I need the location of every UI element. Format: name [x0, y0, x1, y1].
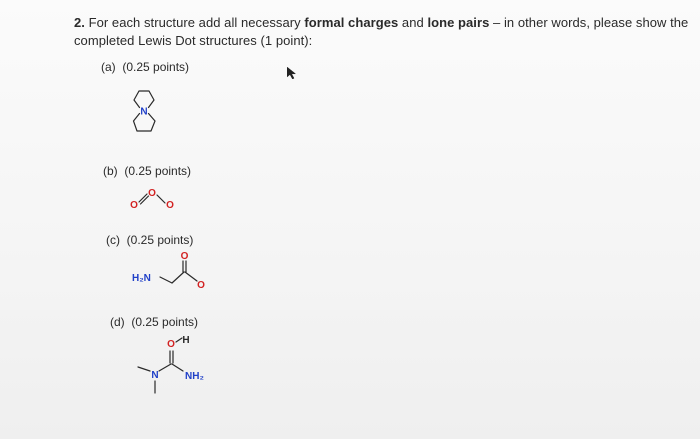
part-c-letter: (c) — [106, 233, 120, 247]
part-d-label — [110, 315, 198, 329]
molecule-c-bond-n-c — [160, 277, 172, 283]
part-a-letter: (a) — [101, 60, 116, 74]
molecule-a-nitrogen: N — [140, 106, 148, 118]
molecule-b-ozone — [128, 183, 178, 211]
molecule-c-glycinate — [130, 250, 220, 294]
molecule-d-hydrogen: H — [182, 335, 190, 346]
mouse-pointer-icon — [287, 67, 297, 79]
molecule-c-bond-c-o — [185, 272, 197, 281]
molecule-b-oxygen-left: O — [130, 200, 138, 211]
molecule-c-oxygen-alkoxide: O — [197, 280, 205, 291]
part-d-points: (0.25 points) — [131, 315, 199, 329]
molecule-d-amine: NH₂ — [185, 371, 204, 382]
molecule-d-methyl-left — [138, 367, 150, 371]
question-text-part-3: – in other words, please show the completed Lewis Dot structures (1 point): — [74, 15, 689, 48]
part-a-label — [101, 60, 189, 74]
part-b-points: (0.25 points) — [124, 164, 192, 178]
part-c-label — [106, 233, 193, 247]
molecule-c-amine: H₂N — [132, 273, 151, 284]
question-number: 2. — [74, 15, 85, 30]
molecule-d-nitrogen: N — [151, 370, 159, 381]
molecule-d-bond-c-n — [159, 364, 171, 371]
question-text — [74, 14, 689, 50]
question-text-part-2: and — [398, 15, 428, 30]
molecule-d-bond-o-h — [176, 338, 182, 342]
molecule-d-protonated-urea — [135, 333, 225, 401]
molecule-d-bond-c-nh2 — [172, 364, 183, 371]
part-a-points: (0.25 points) — [122, 60, 190, 74]
question-text-part-1: For each structure add all necessary — [88, 15, 305, 30]
part-c-points: (0.25 points) — [126, 233, 194, 247]
molecule-c-oxygen-carbonyl: O — [180, 251, 189, 262]
molecule-a-upper-ring — [134, 91, 154, 108]
molecule-a-spiro-pyrrolidinium — [125, 86, 169, 144]
molecule-d-oxygen: O — [167, 339, 175, 350]
molecule-b-oxygen-center: O — [148, 188, 156, 199]
molecule-b-single-bond — [157, 195, 165, 203]
molecule-b-oxygen-right: O — [166, 200, 174, 211]
part-d-letter: (d) — [110, 315, 125, 329]
part-b-label — [103, 164, 191, 178]
part-b-letter: (b) — [103, 164, 118, 178]
question-bold-formal-charges: formal charges — [304, 15, 399, 30]
molecule-c-bond-c-c — [172, 272, 184, 283]
question-bold-lone-pairs: lone pairs — [427, 15, 490, 30]
